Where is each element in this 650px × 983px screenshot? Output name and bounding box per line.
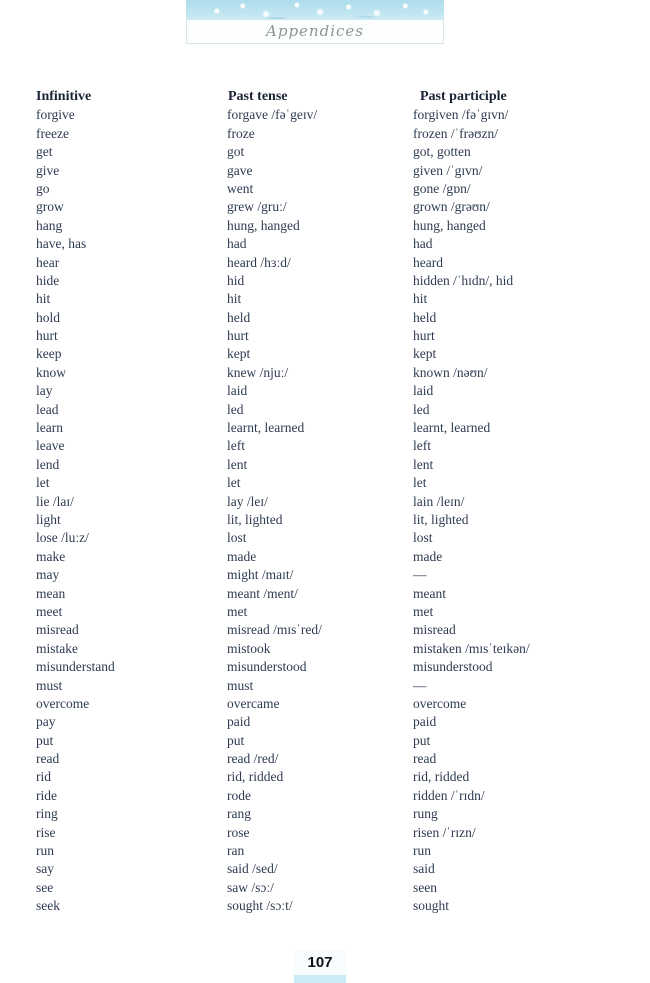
verb-cell: put bbox=[36, 732, 54, 748]
verb-cell: hang bbox=[36, 217, 63, 233]
verb-cell: read /red/ bbox=[227, 751, 279, 767]
verb-cell: hear bbox=[36, 254, 60, 270]
verb-cell: lain /leɪn/ bbox=[413, 493, 465, 509]
verb-cell: ring bbox=[36, 806, 58, 822]
verb-cell: learnt, learned bbox=[227, 420, 305, 436]
verb-cell: misunderstand bbox=[36, 659, 115, 675]
verb-cell: ridden /ˈrɪdn/ bbox=[413, 787, 485, 803]
verb-cell: lost bbox=[413, 530, 433, 546]
column-past-participle bbox=[413, 88, 633, 916]
water-droplets-image bbox=[186, 0, 444, 20]
verb-cell: overcome bbox=[413, 695, 467, 711]
verb-cell: lent bbox=[413, 456, 434, 472]
verb-cell: must bbox=[227, 677, 254, 693]
verb-cell: sought /sɔːt/ bbox=[227, 898, 293, 914]
verb-cell: laid bbox=[413, 383, 434, 399]
verb-cell: hurt bbox=[227, 328, 249, 344]
verb-cell: led bbox=[227, 401, 244, 417]
verb-cell: lost bbox=[227, 530, 247, 546]
verb-cell: held bbox=[227, 309, 251, 325]
verb-cell: hurt bbox=[413, 328, 435, 344]
verb-cell: given /ˈgɪvn/ bbox=[413, 162, 483, 178]
verb-cell: known /nəʊn/ bbox=[413, 364, 488, 380]
verb-cell: hung, hanged bbox=[227, 217, 300, 233]
verb-cell: ran bbox=[227, 843, 245, 859]
verb-cell: paid bbox=[227, 714, 251, 730]
verb-cell: met bbox=[227, 603, 248, 619]
verb-cell: left bbox=[413, 438, 431, 454]
verb-cell: froze bbox=[227, 125, 255, 141]
verb-cell: overcome bbox=[36, 695, 90, 711]
verb-cell: heard bbox=[413, 254, 443, 270]
verb-cell: misread bbox=[413, 622, 456, 638]
verb-cell: grown /grəʊn/ bbox=[413, 199, 490, 215]
verb-cell: let bbox=[36, 475, 50, 491]
verb-cell: learnt, learned bbox=[413, 420, 491, 436]
page-number: 107 bbox=[294, 950, 346, 975]
verb-cell: rang bbox=[227, 806, 251, 822]
column-body-past-participle bbox=[413, 106, 633, 915]
verb-cell: laid bbox=[227, 383, 248, 399]
verb-cell: knew /njuː/ bbox=[227, 364, 289, 380]
verb-cell: meant /ment/ bbox=[227, 585, 298, 601]
verb-cell: let bbox=[227, 475, 241, 491]
verb-cell: must bbox=[36, 677, 63, 693]
verb-cell: saw /sɔː/ bbox=[227, 879, 274, 895]
verb-cell: lent bbox=[227, 456, 248, 472]
verb-cell: — bbox=[413, 677, 427, 693]
verb-cell: got, gotten bbox=[413, 144, 471, 160]
verb-cell: rid, ridded bbox=[227, 769, 284, 785]
verb-cell: kept bbox=[227, 346, 251, 362]
column-infinitive bbox=[36, 88, 216, 916]
verb-cell: rung bbox=[413, 806, 438, 822]
verb-cell: pay bbox=[36, 714, 56, 730]
verb-cell: rose bbox=[227, 824, 250, 840]
verb-cell: hit bbox=[36, 291, 51, 307]
verb-cell: frozen /ˈfrəʊzn/ bbox=[413, 125, 498, 141]
verb-cell: get bbox=[36, 144, 53, 160]
verb-cell: misread bbox=[36, 622, 79, 638]
verb-cell: have, has bbox=[36, 236, 87, 252]
verb-cell: meant bbox=[413, 585, 446, 601]
banner-title: Appendices bbox=[186, 20, 444, 44]
verb-cell: mistake bbox=[36, 640, 78, 656]
verb-cell: rode bbox=[227, 787, 251, 803]
verb-cell: — bbox=[413, 567, 427, 583]
verb-cell: rise bbox=[36, 824, 56, 840]
verb-cell: kept bbox=[413, 346, 437, 362]
verb-cell: lit, lighted bbox=[227, 512, 283, 527]
verb-cell: had bbox=[413, 236, 433, 252]
verb-cell: give bbox=[36, 162, 60, 178]
verb-cell: lend bbox=[36, 456, 60, 472]
verb-cell: seen bbox=[413, 879, 437, 895]
verb-cell: paid bbox=[413, 714, 437, 730]
column-header-infinitive: Infinitive bbox=[36, 89, 92, 104]
verb-cell: risen /ˈrɪzn/ bbox=[413, 824, 476, 840]
verb-cell: go bbox=[36, 180, 50, 196]
verb-cell: sought bbox=[413, 898, 450, 914]
verb-cell: hung, hanged bbox=[413, 217, 486, 233]
verb-cell: meet bbox=[36, 603, 63, 619]
verb-cell: gave bbox=[227, 162, 253, 178]
verb-cell: overcame bbox=[227, 695, 280, 711]
verb-cell: say bbox=[36, 861, 54, 877]
appendices-banner bbox=[186, 0, 444, 44]
verb-cell: hid bbox=[227, 272, 245, 288]
verb-cell: made bbox=[413, 548, 443, 564]
verb-cell: left bbox=[227, 438, 245, 454]
verb-cell: hide bbox=[36, 272, 60, 288]
verb-cell: make bbox=[36, 548, 66, 564]
verb-cell: misunderstood bbox=[413, 659, 493, 675]
column-body-past-tense bbox=[227, 106, 407, 915]
verb-cell: misunderstood bbox=[227, 659, 307, 675]
verb-cell: leave bbox=[36, 438, 65, 454]
verb-cell: read bbox=[36, 751, 60, 767]
verb-cell: grew /gruː/ bbox=[227, 199, 287, 215]
verb-cell: learn bbox=[36, 420, 63, 436]
page-number-strip bbox=[294, 975, 346, 983]
verb-cell: met bbox=[413, 603, 434, 619]
verb-cell: got bbox=[227, 144, 245, 160]
verb-cell: run bbox=[36, 843, 54, 859]
verb-cell: forgiven /fəˈgɪvn/ bbox=[413, 107, 509, 123]
verb-cell: led bbox=[413, 401, 430, 417]
verb-cell: rid, ridded bbox=[413, 769, 470, 785]
verb-cell: lead bbox=[36, 401, 59, 417]
verb-cell: forgive bbox=[36, 107, 75, 123]
verb-cell: misread /mɪsˈred/ bbox=[227, 622, 322, 638]
verb-cell: gone /gɒn/ bbox=[413, 180, 471, 196]
verb-cell: lit, lighted bbox=[413, 512, 469, 527]
verb-cell: may bbox=[36, 567, 60, 583]
verb-cell: lay bbox=[36, 383, 53, 399]
column-past-tense bbox=[227, 88, 407, 916]
column-header-past-participle: Past participle bbox=[420, 89, 507, 104]
verb-cell: hidden /ˈhɪdn/, hid bbox=[413, 272, 514, 288]
verb-cell: know bbox=[36, 364, 66, 380]
verb-cell: lose /luːz/ bbox=[36, 530, 89, 546]
verb-cell: might /maɪt/ bbox=[227, 567, 294, 583]
verb-cell: held bbox=[413, 309, 437, 325]
verb-cell: lay /leɪ/ bbox=[227, 493, 268, 509]
verb-cell: run bbox=[413, 843, 431, 859]
verb-cell: put bbox=[227, 732, 245, 748]
verb-cell: mean bbox=[36, 585, 66, 601]
verb-cell: keep bbox=[36, 346, 62, 362]
verb-cell: said bbox=[413, 861, 435, 877]
verb-cell: freeze bbox=[36, 125, 69, 141]
verb-cell: mistaken /mɪsˈteɪkən/ bbox=[413, 640, 530, 656]
verb-cell: made bbox=[227, 548, 257, 564]
verb-cell: grow bbox=[36, 199, 64, 215]
verb-cell: seek bbox=[36, 898, 60, 914]
verb-cell: heard /hɜːd/ bbox=[227, 254, 291, 270]
verb-cell: hit bbox=[413, 291, 428, 307]
verb-cell: hold bbox=[36, 309, 61, 325]
column-header-past-tense: Past tense bbox=[228, 89, 288, 104]
verb-cell: mistook bbox=[227, 640, 271, 656]
verb-cell: went bbox=[227, 180, 254, 196]
verb-cell: see bbox=[36, 879, 54, 895]
verb-cell: had bbox=[227, 236, 247, 252]
verb-cell: hit bbox=[227, 291, 242, 307]
column-body-infinitive bbox=[36, 106, 216, 915]
verb-cell: forgave /fəˈgeɪv/ bbox=[227, 107, 318, 123]
verb-cell: let bbox=[413, 475, 427, 491]
verb-cell: put bbox=[413, 732, 431, 748]
verb-cell: rid bbox=[36, 769, 51, 785]
verb-cell: said /sed/ bbox=[227, 861, 278, 877]
verb-cell: ride bbox=[36, 787, 57, 803]
verb-cell: light bbox=[36, 512, 61, 527]
page-footer bbox=[294, 950, 346, 983]
verb-cell: read bbox=[413, 751, 437, 767]
verb-cell: hurt bbox=[36, 328, 58, 344]
verb-cell: lie /laɪ/ bbox=[36, 493, 74, 509]
